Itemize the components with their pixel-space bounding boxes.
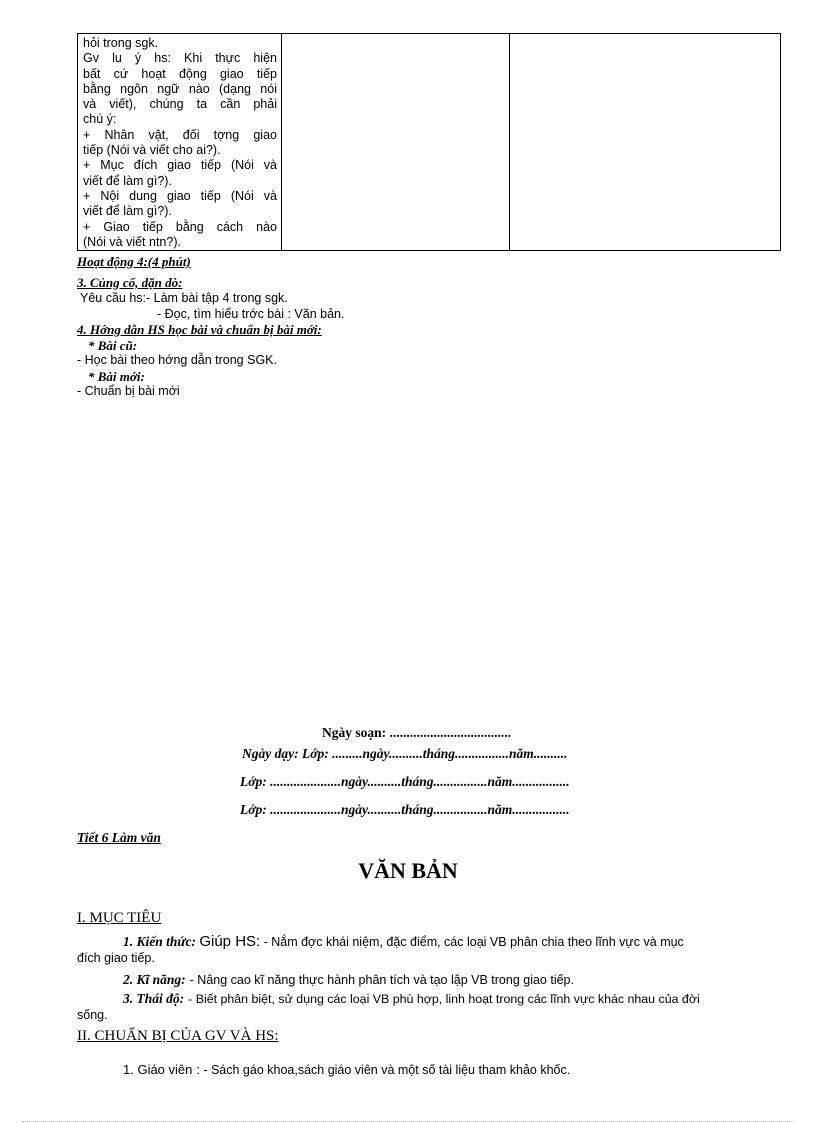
cell-line: + Giao tiếp bằng cách nào — [83, 219, 277, 234]
new-lesson-label: * Bài mới: — [88, 369, 145, 384]
date-taught-2: Lớp: .....................ngày..........tháng................năm................. — [240, 774, 570, 789]
knowledge-text-2: đích giao tiếp. — [77, 951, 155, 965]
consolidation-line-1: Yêu cầu hs:- Làm bài tập 4 trong sgk. — [80, 291, 288, 305]
cell-line: bất cứ hoạt động giao tiếp — [83, 66, 277, 81]
consolidation-heading: 3. Củng cố, dặn dò: — [77, 275, 183, 290]
new-lesson-text: - Chuẩn bị bài mới — [77, 384, 180, 398]
section-2-heading: II. CHUẨN BỊ CỦA GV VÀ HS: — [77, 1028, 279, 1044]
section-1-heading: I. MỤC TIÊU — [77, 910, 162, 926]
skills-label: 2. Kĩ năng: — [123, 972, 186, 987]
activity-cell-text — [78, 34, 281, 250]
teacher-student-activity-cell — [78, 34, 282, 251]
teacher-text: : - Sách gáo khoa,sách giáo viên và một số tài liệu tham khảo khốc. — [196, 1063, 571, 1077]
cell-line: hỏi trong sgk. — [83, 36, 159, 50]
date-taught-3: Lớp: .....................ngày..........tháng................năm................. — [240, 802, 570, 817]
date-taught-1: Ngày dạy: Lớp: .........ngày..........tháng................năm.......... — [242, 746, 568, 761]
knowledge-line-1 — [123, 933, 684, 950]
skills-text: - Nâng cao kĩ năng thực hành phân tích và tạo lập VB trong giao tiếp. — [189, 973, 574, 987]
period-label: Tiết 6 Làm văn — [77, 830, 161, 845]
cell-line: viết để làm gì?). — [83, 173, 172, 188]
guidance-heading: 4. Hớng dẫn HS học bài và chuẩn bị bài mới: — [77, 322, 322, 337]
page-bottom-rule — [22, 1121, 794, 1122]
cell-line: + Nội dung giao tiếp (Nói và — [83, 188, 277, 203]
old-lesson-label: * Bài cũ: — [88, 338, 138, 353]
cell-line: + Mục đích giao tiếp (Nói và — [83, 158, 277, 173]
attitude-text-1: - Biết phân biệt, sử dụng các loại VB phù hợp, linh hoạt trong các lĩnh vực khác nhau của đời — [188, 992, 700, 1006]
cell-line: Gv lu ý hs: Khi thực hiện — [83, 51, 277, 66]
activity-4-heading: Hoạt động 4:(4 phút) — [77, 254, 191, 269]
teacher-line — [123, 1061, 570, 1079]
cell-line: và viết), chúng ta cần phải — [83, 97, 277, 112]
cell-line: (Nói và viết ntn?). — [83, 234, 181, 249]
content-cell-empty — [282, 34, 510, 251]
attitude-text-2: sống. — [77, 1008, 108, 1022]
notes-cell-empty — [510, 34, 781, 251]
attitude-line-1 — [123, 990, 700, 1008]
cell-line: bằng ngôn ngữ nào (dạng nói — [83, 81, 277, 96]
old-lesson-text: - Học bài theo hớng dẫn trong SGK. — [77, 353, 277, 367]
consolidation-line-2: - Đọc, tìm hiểu trớc bài : Văn bản. — [157, 307, 345, 321]
knowledge-help: Giúp HS: — [199, 933, 261, 950]
cell-line: + Nhân vật, đối tợng giao — [83, 127, 277, 142]
cell-line: chú ý: — [83, 112, 117, 127]
cell-line: tiếp (Nói và viết cho ai?). — [83, 143, 221, 158]
knowledge-text-1: - Nắm đợc khái niệm, đặc điểm, các loại VB phân chia theo lĩnh vực và mục — [263, 935, 684, 949]
knowledge-label: 1. Kiến thức: — [123, 934, 196, 949]
lesson-title: VĂN BẢN — [358, 858, 458, 883]
skills-line — [123, 971, 574, 989]
date-prepared: Ngày soạn: .................................... — [322, 725, 512, 740]
lesson-activity-table — [77, 33, 781, 251]
cell-line: viết để làm gì?). — [83, 204, 172, 219]
teacher-label: 1. Giáo viên — [123, 1062, 193, 1077]
attitude-label: 3. Thái độ: — [123, 991, 185, 1006]
